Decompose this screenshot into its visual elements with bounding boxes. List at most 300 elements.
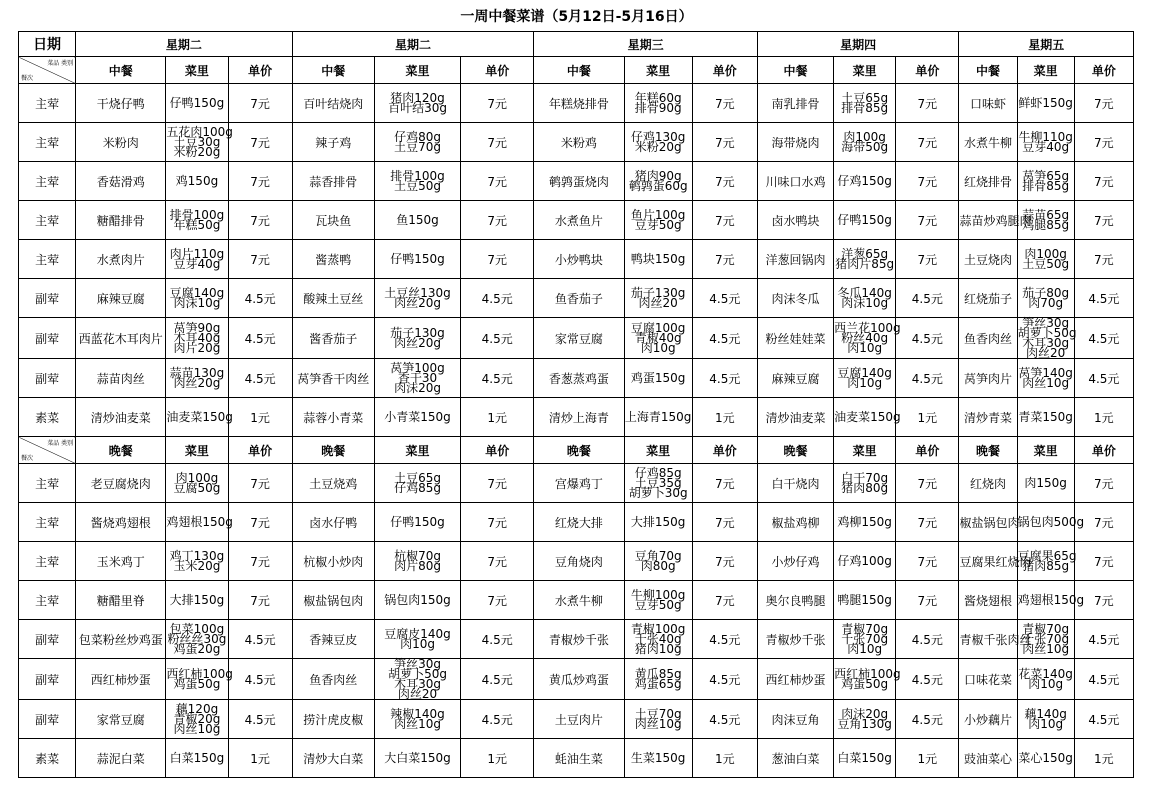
ingredients-header: 菜里 [166, 437, 228, 464]
dish-name: 水煮肉片 [76, 240, 166, 279]
category-cell: 副荤 [19, 318, 76, 359]
price-cell: 7元 [461, 581, 534, 620]
ingredient-line: 藕120g [175, 702, 219, 716]
ingredient-line: 肉10g [847, 642, 883, 656]
ingredient-line: 猪肉90g [634, 169, 682, 183]
ingredient-line: 鸡翅根150g [1017, 593, 1085, 607]
ingredient-line: 仔鸡100g [837, 554, 892, 568]
ingredient-line: 蒜苗65g [1022, 208, 1070, 222]
ingredients-cell [1017, 162, 1074, 201]
category-cell: 副荤 [19, 279, 76, 318]
ingredient-line: 笋丝30g [394, 657, 441, 671]
ingredient-line: 杭椒70g [394, 549, 441, 563]
dish-name: 肉沫豆角 [757, 700, 833, 739]
price-cell: 4.5元 [692, 279, 757, 318]
ingredient-line: 鸡蛋50g [841, 677, 889, 691]
ingredients-cell [166, 162, 228, 201]
ingredient-line: 胡萝卜50g [388, 667, 447, 681]
price-cell: 7元 [692, 123, 757, 162]
ingredient-line: 肉丝20 [397, 687, 438, 701]
ingredients-cell [1017, 398, 1074, 437]
price-cell: 7元 [1074, 542, 1133, 581]
ingredients-cell [624, 398, 692, 437]
ingredient-line: 豆腐果65g [1017, 549, 1077, 563]
ingredient-line: 肉10g [400, 637, 435, 651]
price-cell: 7元 [461, 201, 534, 240]
ingredient-line: 排骨90g [634, 101, 682, 115]
dish-name: 老豆腐烧肉 [76, 464, 166, 503]
ingredient-line: 菜心150g [1018, 751, 1073, 765]
price-cell: 4.5元 [228, 318, 292, 359]
category-cell: 副荤 [19, 659, 76, 700]
price-cell: 7元 [896, 581, 959, 620]
ingredient-line: 油麦菜150g [166, 410, 233, 424]
ingredient-line: 香干30 [397, 371, 438, 385]
lunch-header-row [19, 57, 1134, 84]
ingredient-line: 米粉20g [634, 140, 682, 154]
ingredients-cell [1017, 359, 1074, 398]
ingredient-line: 藕140g [1024, 707, 1067, 721]
lunch-row [19, 240, 1134, 279]
ingredient-line: 肉丝20 [638, 296, 678, 310]
dish-name: 土豆肉片 [534, 700, 624, 739]
ingredients-cell [624, 620, 692, 659]
price-cell: 4.5元 [1074, 279, 1133, 318]
dish-name: 清炒油麦菜 [757, 398, 833, 437]
ingredient-line: 肉丝10g [173, 722, 221, 736]
price-cell: 7元 [228, 123, 292, 162]
category-cell: 副荤 [19, 700, 76, 739]
ingredient-line: 锅包肉500g [1017, 515, 1085, 529]
price-cell: 4.5元 [1074, 659, 1133, 700]
ingredient-line: 小青菜150g [384, 410, 451, 424]
ingredient-line: 肉丝20 [1026, 346, 1066, 360]
price-cell: 4.5元 [461, 620, 534, 659]
ingredients-cell [166, 240, 228, 279]
dish-name: 土豆烧鸡 [292, 464, 374, 503]
price-cell: 7元 [896, 162, 959, 201]
dish-name: 水煮牛柳 [534, 581, 624, 620]
ingredients-cell [374, 503, 460, 542]
ingredient-line: 青椒20g [173, 712, 221, 726]
ingredients-cell [166, 398, 233, 437]
dish-name: 青椒炒千张 [757, 620, 833, 659]
category-cell: 素菜 [19, 398, 76, 437]
ingredient-line: 豆芽40g [1022, 140, 1070, 154]
ingredient-line: 猪肉10g [634, 642, 682, 656]
price-cell: 4.5元 [228, 659, 292, 700]
ingredient-line: 花菜140g [1018, 667, 1073, 681]
ingredients-cell [166, 318, 228, 359]
dish-name: 清炒油麦菜 [76, 398, 166, 437]
ingredient-line: 鸭块150g [630, 252, 686, 266]
ingredients-cell [374, 84, 460, 123]
ingredients-cell [624, 659, 692, 700]
ingredients-header: 菜里 [1017, 57, 1074, 84]
ingredient-line: 鸡柳150g [837, 515, 892, 529]
dish-name: 辣子鸡 [292, 123, 374, 162]
dish-name: 水煮鱼片 [534, 201, 624, 240]
dish-name: 西红柿炒蛋 [76, 659, 166, 700]
price-cell: 7元 [228, 162, 292, 201]
dish-name: 洋葱回锅肉 [757, 240, 833, 279]
price-cell: 7元 [228, 503, 292, 542]
dish-name: 酱烧鸡翅根 [76, 503, 166, 542]
category-cell: 主荤 [19, 123, 76, 162]
price-cell: 7元 [1074, 503, 1133, 542]
price-cell: 7元 [896, 123, 959, 162]
dish-name: 包菜粉丝炒鸡蛋 [76, 620, 166, 659]
category-cell: 主荤 [19, 84, 76, 123]
dish-name: 土豆烧肉 [959, 240, 1017, 279]
day-header: 星期四 [757, 32, 959, 57]
ingredient-line: 油麦菜150g [834, 410, 901, 424]
ingredients-cell [166, 581, 228, 620]
price-cell: 1元 [461, 739, 534, 778]
ingredients-cell [166, 201, 228, 240]
ingredients-cell [834, 318, 901, 359]
dish-name: 糖醋排骨 [76, 201, 166, 240]
price-cell: 4.5元 [692, 318, 757, 359]
dish-name: 南乳排骨 [757, 84, 833, 123]
ingredient-line: 肉丝20g [394, 296, 441, 310]
price-cell: 1元 [692, 398, 757, 437]
dish-name: 宫爆鸡丁 [534, 464, 624, 503]
price-cell: 4.5元 [896, 620, 959, 659]
dinner-row [19, 620, 1134, 659]
ingredients-header: 菜里 [624, 437, 692, 464]
ingredients-cell [374, 398, 460, 437]
ingredients-cell [624, 279, 692, 318]
dish-name: 清炒大白菜 [292, 739, 374, 778]
price-cell: 7元 [896, 240, 959, 279]
dish-name: 清炒青菜 [959, 398, 1017, 437]
ingredient-line: 笋丝30g [1022, 316, 1070, 330]
ingredients-cell [834, 398, 901, 437]
ingredient-line: 仔鸡80g [394, 130, 441, 144]
diag-meal-label: 餐次 [21, 75, 34, 82]
price-cell: 7元 [461, 162, 534, 201]
diag-category-label: 菜品 类别 [47, 60, 74, 67]
ingredients-cell [624, 201, 692, 240]
price-cell: 1元 [896, 398, 959, 437]
ingredients-cell [166, 739, 228, 778]
dish-name: 瓦块鱼 [292, 201, 374, 240]
ingredient-line: 猪肉85g [1022, 559, 1070, 573]
dish-name: 西红柿炒蛋 [757, 659, 833, 700]
ingredient-line: 牛柳110g [1018, 130, 1073, 144]
price-cell: 7元 [228, 84, 292, 123]
dinner-row [19, 542, 1134, 581]
ingredients-cell [374, 359, 460, 398]
dish-name: 鹌鹑蛋烧肉 [534, 162, 624, 201]
day-header: 星期二 [76, 32, 293, 57]
price-cell: 7元 [228, 581, 292, 620]
price-cell: 7元 [1074, 84, 1133, 123]
ingredients-cell [374, 700, 460, 739]
dish-name: 青椒炒千张 [534, 620, 624, 659]
ingredient-line: 鱼片100g [630, 208, 686, 222]
price-cell: 4.5元 [461, 279, 534, 318]
ingredient-line: 土豆65g [394, 471, 441, 485]
ingredient-line: 青椒100g [630, 622, 686, 636]
ingredient-line: 肉10g [1028, 677, 1064, 691]
dish-name: 米粉鸡 [534, 123, 624, 162]
ingredient-line: 豆角70g [634, 549, 682, 563]
price-cell: 7元 [692, 201, 757, 240]
ingredients-cell [624, 318, 692, 359]
dish-name: 杭椒小炒肉 [292, 542, 374, 581]
ingredients-cell [374, 464, 460, 503]
ingredients-cell [374, 162, 460, 201]
dish-name: 捞汁虎皮椒 [292, 700, 374, 739]
dish-name: 红烧排骨 [959, 162, 1017, 201]
ingredient-line: 锅包肉150g [384, 593, 451, 607]
price-cell: 7元 [692, 162, 757, 201]
ingredients-cell [1017, 279, 1074, 318]
category-cell: 主荤 [19, 162, 76, 201]
ingredient-line: 蒜苗130g [169, 366, 225, 380]
ingredients-cell [1017, 581, 1085, 620]
ingredients-cell [166, 464, 228, 503]
ingredients-cell [624, 739, 692, 778]
dish-name: 椒盐锅包肉 [292, 581, 374, 620]
ingredient-line: 肉10g [640, 341, 676, 355]
price-header: 单价 [461, 57, 534, 84]
ingredients-cell [166, 700, 228, 739]
dish-name: 青椒千张肉丝 [959, 620, 1017, 659]
ingredient-line: 猪肉片85g [835, 257, 895, 271]
category-cell: 副荤 [19, 359, 76, 398]
price-cell: 4.5元 [461, 700, 534, 739]
ingredient-line: 肉沫10g [173, 296, 221, 310]
ingredients-cell [1017, 700, 1074, 739]
lunch-row [19, 201, 1134, 240]
ingredient-line: 仔鸭150g [390, 252, 445, 266]
dish-name: 酱烧翅根 [959, 581, 1017, 620]
price-cell: 4.5元 [228, 359, 292, 398]
meal-header: 晚餐 [534, 437, 624, 464]
price-cell: 1元 [1074, 739, 1133, 778]
price-cell: 7元 [692, 581, 757, 620]
ingredient-line: 豆芽50g [634, 598, 682, 612]
diag-category-label: 菜品 类别 [47, 440, 74, 447]
meal-header: 晚餐 [292, 437, 374, 464]
lunch-row [19, 162, 1134, 201]
ingredient-line: 牛柳100g [630, 588, 686, 602]
ingredient-line: 洋葱65g [841, 247, 889, 261]
ingredient-line: 土豆70g [634, 707, 682, 721]
price-cell: 4.5元 [461, 359, 534, 398]
ingredients-cell [1017, 620, 1074, 659]
ingredient-line: 仔鸭150g [169, 96, 225, 110]
ingredients-header: 菜里 [166, 57, 228, 84]
dish-name: 家常豆腐 [534, 318, 624, 359]
dish-name: 蒜泥白菜 [76, 739, 166, 778]
ingredients-cell [624, 464, 692, 503]
ingredient-line: 海带50g [841, 140, 889, 154]
ingredients-cell [374, 123, 460, 162]
price-cell: 7元 [896, 84, 959, 123]
ingredient-line: 茄子80g [1022, 286, 1070, 300]
ingredients-cell [1017, 316, 1077, 360]
dish-name: 酱香茄子 [292, 318, 374, 359]
ingredients-cell [624, 581, 692, 620]
price-cell: 7元 [228, 542, 292, 581]
dish-name: 海带烧肉 [757, 123, 833, 162]
ingredient-line: 鸡150g [175, 174, 219, 188]
price-cell: 7元 [1074, 201, 1133, 240]
price-cell: 4.5元 [1074, 700, 1133, 739]
category-cell: 副荤 [19, 620, 76, 659]
ingredient-line: 千张70g [1022, 632, 1070, 646]
ingredient-line: 肉丝10g [1022, 376, 1070, 390]
dinner-row [19, 739, 1134, 778]
ingredients-cell [834, 84, 896, 123]
price-cell: 7元 [692, 464, 757, 503]
ingredients-cell [166, 542, 228, 581]
ingredient-line: 胡萝卜30g [628, 486, 688, 500]
price-cell: 7元 [228, 240, 292, 279]
price-cell: 4.5元 [692, 620, 757, 659]
ingredient-line: 肉100g [843, 130, 886, 144]
dinner-row [19, 581, 1134, 620]
dish-name: 香菇滑鸡 [76, 162, 166, 201]
ingredient-line: 土豆丝130g [384, 286, 451, 300]
price-cell: 4.5元 [692, 359, 757, 398]
price-cell: 7元 [1074, 240, 1133, 279]
ingredients-cell [834, 201, 896, 240]
ingredient-line: 土豆50g [1022, 257, 1070, 271]
ingredient-line: 肉片110g [169, 247, 225, 261]
ingredients-header: 菜里 [834, 57, 896, 84]
ingredient-line: 仔鸡130g [630, 130, 686, 144]
ingredients-cell [1017, 201, 1074, 240]
ingredients-cell [1017, 542, 1077, 581]
dish-name: 莴笋肉片 [959, 359, 1017, 398]
ingredients-cell [834, 162, 896, 201]
ingredient-line: 豆芽40g [173, 257, 221, 271]
dish-name: 蚝油生菜 [534, 739, 624, 778]
diag-meal-label: 餐次 [21, 455, 34, 462]
date-label: 日期 [19, 32, 76, 57]
ingredient-line: 肉丝10g [394, 717, 441, 731]
ingredient-line: 土豆35g [634, 476, 682, 490]
price-cell: 7元 [228, 464, 292, 503]
ingredients-header: 菜里 [1017, 437, 1074, 464]
ingredient-line: 肉丝10g [1022, 642, 1070, 656]
ingredients-cell [374, 279, 460, 318]
dish-name: 麻辣豆腐 [757, 359, 833, 398]
ingredient-line: 豆腐皮140g [384, 627, 451, 641]
ingredient-line: 鸡蛋150g [630, 371, 686, 385]
ingredient-line: 肉10g [847, 376, 883, 390]
ingredient-line: 排骨100g [390, 169, 445, 183]
ingredient-line: 豆腐50g [173, 481, 221, 495]
ingredient-line: 肉10g [1028, 717, 1064, 731]
ingredients-cell [374, 739, 460, 778]
dish-name: 酱蒸鸭 [292, 240, 374, 279]
ingredient-line: 青椒70g [1022, 622, 1070, 636]
menu-body [19, 32, 1134, 778]
ingredient-line: 木耳40g [173, 331, 221, 345]
ingredient-line: 莴笋140g [1018, 366, 1073, 380]
ingredients-cell [1017, 739, 1074, 778]
ingredients-cell [1017, 464, 1074, 503]
ingredient-line: 茄子130g [390, 326, 445, 340]
day-header: 星期五 [959, 32, 1134, 57]
ingredients-cell [834, 739, 896, 778]
ingredient-line: 茄子130g [630, 286, 686, 300]
dish-name: 玉米鸡丁 [76, 542, 166, 581]
ingredient-line: 仔鸭150g [837, 213, 892, 227]
dinner-row [19, 659, 1134, 700]
ingredient-line: 大白菜150g [384, 751, 451, 765]
dinner-row [19, 464, 1134, 503]
ingredient-line: 西红柿100g [166, 667, 233, 681]
diagonal-header-cell [19, 57, 76, 84]
dish-name: 蒜苗肉丝 [76, 359, 166, 398]
ingredients-cell [374, 240, 460, 279]
category-cell: 主荤 [19, 240, 76, 279]
ingredient-line: 鸡蛋20g [173, 642, 221, 656]
dish-name: 鱼香茄子 [534, 279, 624, 318]
page-title: 一周中餐菜谱（5月12日-5月16日） [460, 9, 693, 25]
price-cell: 4.5元 [228, 279, 292, 318]
ingredient-line: 鸡腿85g [1022, 218, 1070, 232]
price-header: 单价 [896, 437, 959, 464]
ingredients-cell [374, 581, 460, 620]
price-cell: 7元 [692, 240, 757, 279]
dish-name: 卤水鸭块 [757, 201, 833, 240]
price-cell: 4.5元 [461, 659, 534, 700]
ingredients-cell [166, 659, 233, 700]
dish-name: 糖醋里脊 [76, 581, 166, 620]
dish-name: 小炒仔鸡 [757, 542, 833, 581]
meal-header: 中餐 [76, 57, 166, 84]
price-cell: 4.5元 [896, 659, 959, 700]
ingredients-cell [166, 503, 233, 542]
ingredients-cell [624, 123, 692, 162]
dish-name: 香辣豆皮 [292, 620, 374, 659]
dish-name: 粉丝娃娃菜 [757, 318, 833, 359]
ingredients-cell [166, 123, 233, 162]
dish-name: 米粉肉 [76, 123, 166, 162]
ingredient-line: 西红柿100g [834, 667, 901, 681]
price-header: 单价 [461, 437, 534, 464]
ingredient-line: 鸭腿150g [837, 593, 892, 607]
ingredients-cell [834, 503, 896, 542]
ingredient-line: 土豆30g [173, 135, 221, 149]
dish-name: 蒜苗炒鸡腿肉 [959, 201, 1017, 240]
price-cell: 7元 [461, 123, 534, 162]
ingredient-line: 鹌鹑蛋60g [628, 179, 688, 193]
ingredient-line: 豆腐140g [169, 286, 225, 300]
price-header: 单价 [692, 437, 757, 464]
ingredients-cell [166, 359, 228, 398]
price-cell: 1元 [228, 739, 292, 778]
lunch-row [19, 359, 1134, 398]
ingredient-line: 肉150g [1024, 476, 1067, 490]
dish-name: 黄瓜炒鸡蛋 [534, 659, 624, 700]
dish-name: 小炒藕片 [959, 700, 1017, 739]
price-cell: 7元 [228, 201, 292, 240]
price-cell: 7元 [896, 503, 959, 542]
ingredient-line: 鸡丁130g [169, 549, 225, 563]
ingredient-line: 肉丝10g [634, 717, 682, 731]
price-cell: 4.5元 [1074, 620, 1133, 659]
ingredient-line: 肉片80g [394, 559, 441, 573]
